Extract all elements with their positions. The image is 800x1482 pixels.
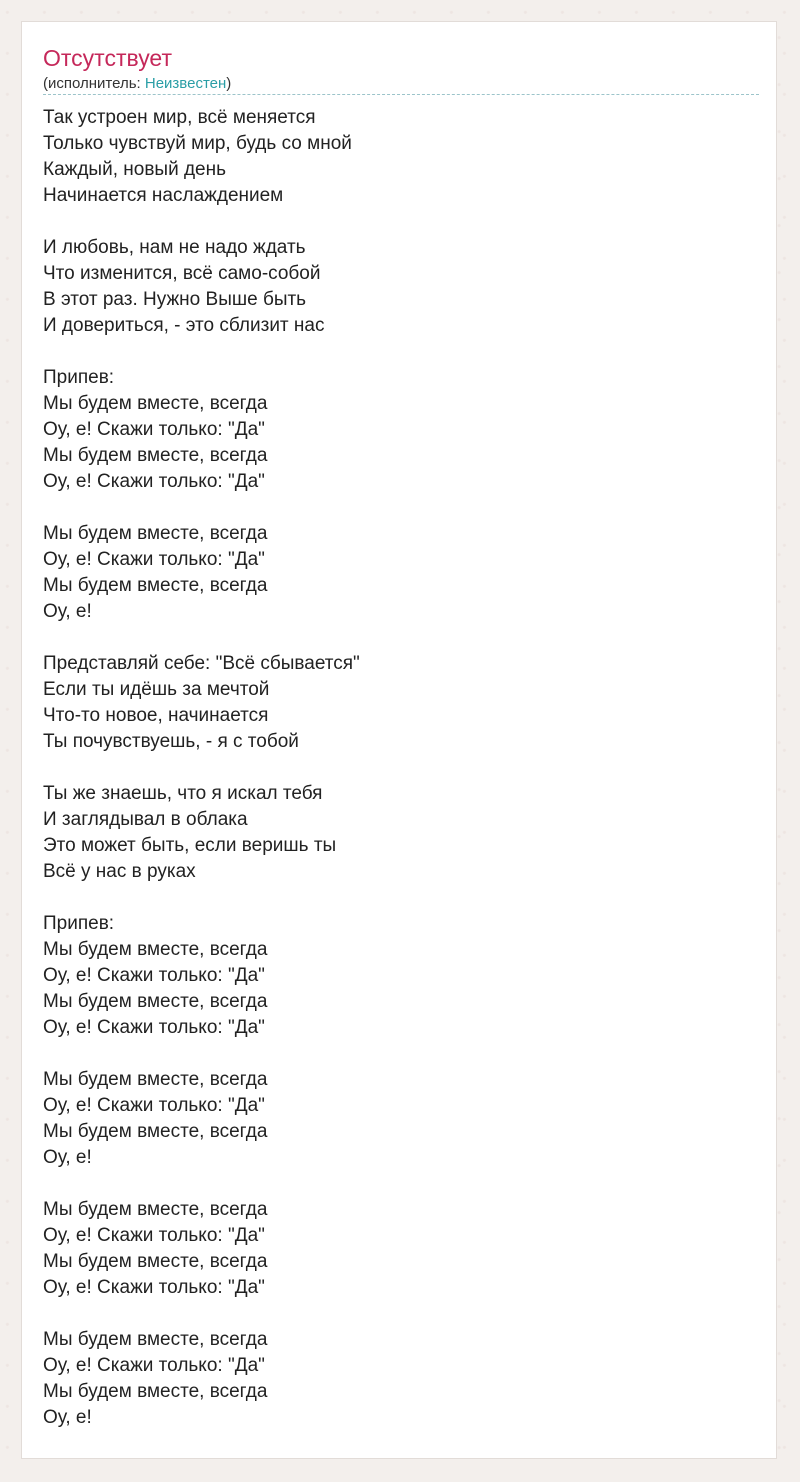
lyric-line: И довериться, - это сблизит нас — [43, 315, 325, 336]
lyric-line: И заглядывал в облака — [43, 809, 248, 830]
lyric-line: Мы будем вместе, всегда — [43, 939, 268, 960]
lyrics-card — [21, 21, 777, 1459]
lyric-line: Так устроен мир, всё меняется — [43, 107, 316, 128]
lyric-line: И любовь, нам не надо ждать — [43, 237, 306, 258]
lyric-line: Оу, е! Скажи только: "Да" — [43, 549, 265, 570]
lyric-line: Оу, е! — [43, 1147, 92, 1168]
lyrics-text — [43, 105, 759, 1431]
lyric-line: Мы будем вместе, всегда — [43, 1251, 268, 1272]
lyric-line: Мы будем вместе, всегда — [43, 575, 268, 596]
lyric-line: Оу, е! Скажи только: "Да" — [43, 1095, 265, 1116]
lyric-line: Мы будем вместе, всегда — [43, 1381, 268, 1402]
lyric-line: Всё у нас в руках — [43, 861, 196, 882]
lyric-line: Мы будем вместе, всегда — [43, 1329, 268, 1350]
lyric-line: Ты же знаешь, что я искал тебя — [43, 783, 323, 804]
lyric-line: Оу, е! Скажи только: "Да" — [43, 1355, 265, 1376]
lyric-line: Припев: — [43, 913, 115, 934]
stanza-break — [43, 1041, 759, 1067]
stanza-break — [43, 1171, 759, 1197]
lyric-line: Мы будем вместе, всегда — [43, 1069, 268, 1090]
lyric-line: Начинается наслаждением — [43, 185, 284, 206]
artist-suffix: ) — [226, 75, 232, 92]
lyric-line: Ты почувствуешь, - я с тобой — [43, 731, 299, 752]
lyric-line: Если ты идёшь за мечтой — [43, 679, 270, 700]
stanza-break — [43, 209, 759, 235]
lyric-line: Оу, е! Скажи только: "Да" — [43, 965, 265, 986]
artist-line — [43, 75, 231, 93]
lyric-line: Что-то новое, начинается — [43, 705, 269, 726]
lyric-line: В этот раз. Нужно Выше быть — [43, 289, 307, 310]
lyric-line: Оу, е! Скажи только: "Да" — [43, 1277, 265, 1298]
lyric-line: Каждый, новый день — [43, 159, 227, 180]
lyric-line: Мы будем вместе, всегда — [43, 1121, 268, 1142]
stanza-break — [43, 755, 759, 781]
lyric-line: Мы будем вместе, всегда — [43, 523, 268, 544]
lyric-line: Мы будем вместе, всегда — [43, 445, 268, 466]
lyric-line: Представляй себе: "Всё сбывается" — [43, 653, 360, 674]
lyric-line: Оу, е! — [43, 1407, 92, 1428]
lyric-line: Припев: — [43, 367, 115, 388]
lyric-line: Оу, е! — [43, 601, 92, 622]
lyric-line: Оу, е! Скажи только: "Да" — [43, 419, 265, 440]
lyric-line: Мы будем вместе, всегда — [43, 1199, 268, 1220]
lyric-line: Оу, е! Скажи только: "Да" — [43, 471, 265, 492]
stanza-break — [43, 339, 759, 365]
lyric-line: Мы будем вместе, всегда — [43, 393, 268, 414]
song-header — [43, 44, 759, 95]
stanza-break — [43, 1301, 759, 1327]
lyric-line: Мы будем вместе, всегда — [43, 991, 268, 1012]
song-title: Отсутствует — [43, 45, 172, 71]
stanza-break — [43, 885, 759, 911]
artist-link[interactable]: Неизвестен — [144, 75, 227, 92]
lyric-line: Что изменится, всё само-собой — [43, 263, 321, 284]
lyric-line: Только чувствуй мир, будь со мной — [43, 133, 352, 154]
lyric-line: Это может быть, если веришь ты — [43, 835, 337, 856]
artist-prefix: (исполнитель: — [43, 75, 145, 92]
lyric-line: Оу, е! Скажи только: "Да" — [43, 1017, 265, 1038]
stanza-break — [43, 625, 759, 651]
lyric-line: Оу, е! Скажи только: "Да" — [43, 1225, 265, 1246]
stanza-break — [43, 495, 759, 521]
